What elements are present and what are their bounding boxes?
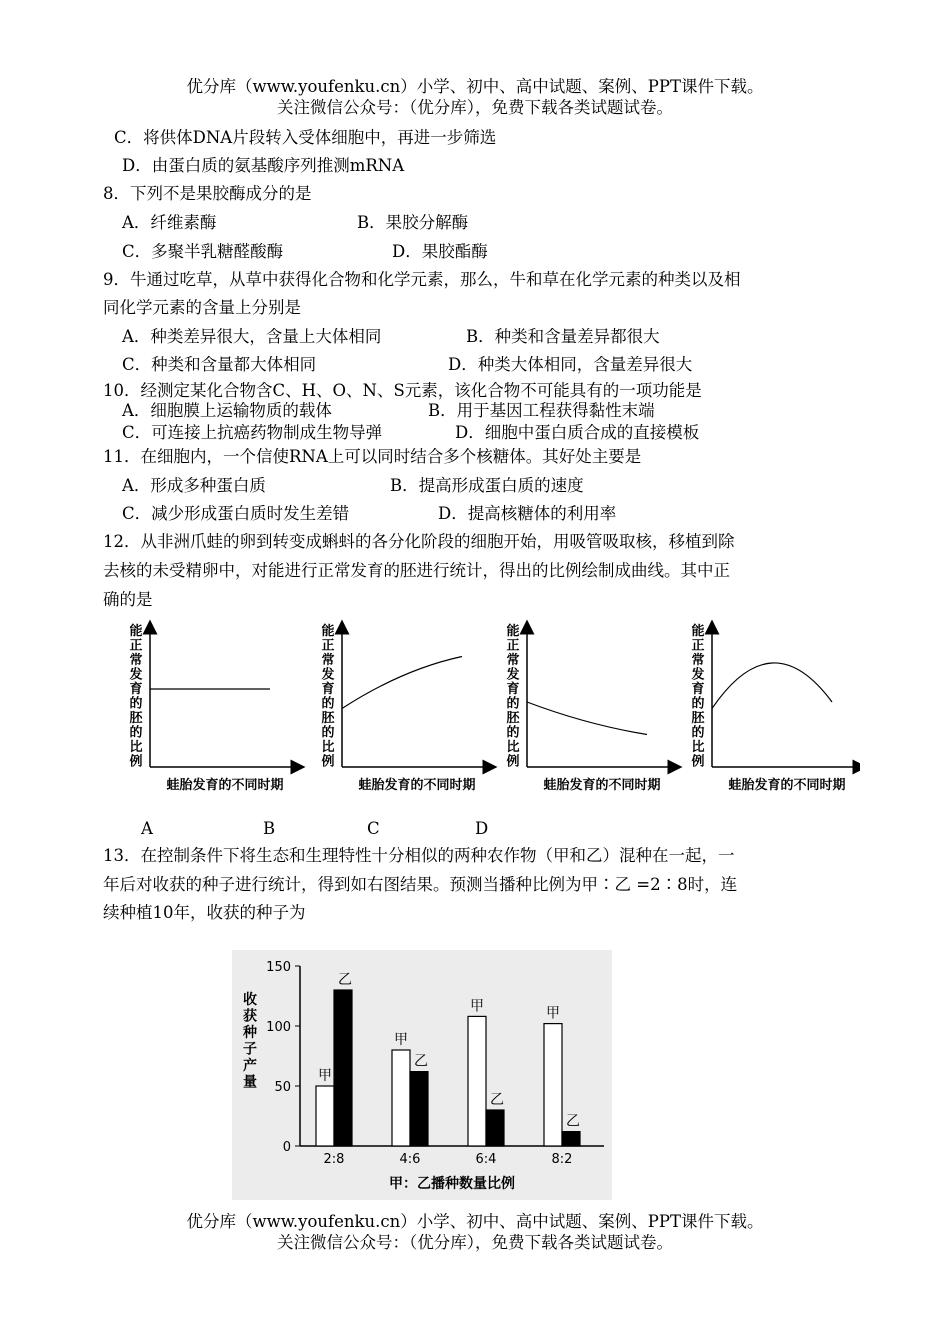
bar-jia-4:6: [392, 1050, 410, 1146]
graph-D-y-label: 能正常发育的胚的比例: [691, 624, 705, 770]
q12-stem-3: 确的是: [103, 590, 153, 609]
bar-jia-8:2: [544, 1024, 562, 1146]
q9-option-a: A．种类差异很大，含量上大体相同: [122, 327, 382, 346]
q11-option-c: C．减少形成蛋白质时发生差错: [122, 504, 350, 523]
q9-option-b: B．种类和含量差异都很大: [466, 327, 660, 346]
q10-option-c: C．可连接上抗癌药物制成生物导弹: [122, 423, 383, 442]
q13-stem-2: 年后对收获的种子进行统计，得到如右图结果。预测当播种比例为甲∶乙 =2∶8时，连: [103, 875, 738, 894]
graph-B-x-label: 蛙胎发育的不同时期: [358, 778, 476, 793]
q12-stem-1: 12．从非洲爪蛙的卵到转变成蝌蚪的各分化阶段的细胞开始，用吸管吸取核，移植到除: [103, 532, 735, 551]
q9-stem-1: 9．牛通过吃草，从草中获得化合物和化学元素，那么，牛和草在化学元素的种类以及相: [103, 270, 741, 289]
q12-stem-2: 去核的未受精卵中，对能进行正常发育的胚进行统计，得出的比例绘制成曲线。其中正: [103, 561, 730, 580]
graph-D-curve: [712, 663, 832, 709]
prev-option-d: D．由蛋白质的氨基酸序列推测mRNA: [122, 156, 405, 175]
q10-option-a: A．细胞膜上运输物质的载体: [122, 401, 332, 420]
q12-label-b: B: [263, 819, 276, 838]
graph-C-curve: [527, 702, 647, 735]
bar-x-label: 甲：乙播种数量比例: [389, 1176, 515, 1192]
bar-yi-8:2: [562, 1132, 580, 1146]
q13-stem-1: 13．在控制条件下将生态和生理特性十分相似的两种农作物（甲和乙）混种在一起，一: [103, 846, 735, 865]
graph-D-x-label: 蛙胎发育的不同时期: [728, 778, 846, 793]
y-tick-label: 100: [266, 1020, 291, 1035]
q12-graphs: [100, 615, 860, 805]
q10-option-b: B．用于基因工程获得黏性末端: [428, 401, 655, 420]
header-line-1: 优分库（www.youfenku.cn）小学、初中、高中试题、案例、PPT课件下载。: [186, 77, 764, 96]
q11-stem: 11．在细胞内，一个信使RNA上可以同时结合多个核糖体。其好处主要是: [103, 447, 642, 466]
category-label: 6:4: [475, 1152, 497, 1167]
q8-stem: 8．下列不是果胶酶成分的是: [103, 184, 312, 203]
bar-label-jia: 甲: [470, 998, 484, 1015]
bar-yi-2:8: [334, 990, 352, 1146]
y-tick-label: 150: [266, 960, 291, 975]
q8-option-c: C．多聚半乳糖醛酸酶: [122, 242, 284, 261]
q12-label-a: A: [141, 819, 153, 838]
footer-line-2: 关注微信公众号：（优分库），免费下载各类试题试卷。: [277, 1233, 673, 1252]
q8-option-b: B．果胶分解酶: [357, 213, 469, 232]
q10-option-d: D．细胞中蛋白质合成的直接模板: [455, 423, 700, 442]
bar-yi-6:4: [486, 1110, 504, 1146]
category-label: 8:2: [551, 1152, 573, 1167]
q11-option-b: B．提高形成蛋白质的速度: [390, 476, 584, 495]
footer-line-1: 优分库（www.youfenku.cn）小学、初中、高中试题、案例、PPT课件下载。: [186, 1212, 764, 1231]
bar-jia-2:8: [316, 1086, 334, 1146]
q11-option-a: A．形成多种蛋白质: [122, 476, 266, 495]
q9-option-d: D．种类大体相同，含量差异很大: [448, 355, 693, 374]
bar-y-label: 收获种子产量: [243, 992, 257, 1091]
graph-A-x-label: 蛙胎发育的不同时期: [166, 778, 284, 793]
bar-label-jia: 甲: [318, 1068, 332, 1084]
header-line-2: 关注微信公众号：（优分库），免费下载各类试题试卷。: [277, 98, 673, 117]
graph-C-y-label: 能正常发育的胚的比例: [506, 624, 520, 770]
bar-label-yi: 乙: [414, 1053, 428, 1070]
graph-B-y-label: 能正常发育的胚的比例: [321, 624, 335, 770]
y-tick-label: 0: [282, 1140, 291, 1155]
y-tick-label: 50: [274, 1080, 291, 1095]
graph-C-x-label: 蛙胎发育的不同时期: [543, 778, 661, 793]
q12-label-d: D: [475, 819, 489, 838]
prev-option-c: C．将供体DNA片段转入受体细胞中，再进一步筛选: [114, 128, 497, 147]
category-label: 4:6: [399, 1152, 421, 1167]
q9-option-c: C．种类和含量都大体相同: [122, 355, 317, 374]
bar-label-jia: 甲: [394, 1032, 408, 1048]
q13-stem-3: 续种植10年，收获的种子为: [103, 903, 306, 922]
q13-bar-chart: [232, 950, 612, 1200]
bar-label-yi: 乙: [338, 972, 352, 988]
bar-label-yi: 乙: [490, 1092, 504, 1108]
q10-stem: 10．经测定某化合物含C、H、O、N、S元素，该化合物不可能具有的一项功能是: [103, 381, 702, 400]
q12-label-c: C: [367, 819, 380, 838]
bar-jia-6:4: [468, 1016, 486, 1146]
q9-stem-2: 同化学元素的含量上分别是: [103, 298, 301, 317]
q11-option-d: D．提高核糖体的利用率: [438, 504, 617, 523]
category-label: 2:8: [323, 1152, 345, 1167]
bar-yi-4:6: [410, 1072, 428, 1146]
graph-A-y-label: 能正常发育的胚的比例: [129, 624, 143, 770]
q8-option-d: D．果胶酯酶: [392, 242, 488, 261]
bar-label-yi: 乙: [566, 1113, 580, 1130]
q8-option-a: A．纤维素酶: [122, 213, 217, 232]
graph-B-curve: [342, 657, 462, 709]
bar-label-jia: 甲: [546, 1005, 560, 1022]
